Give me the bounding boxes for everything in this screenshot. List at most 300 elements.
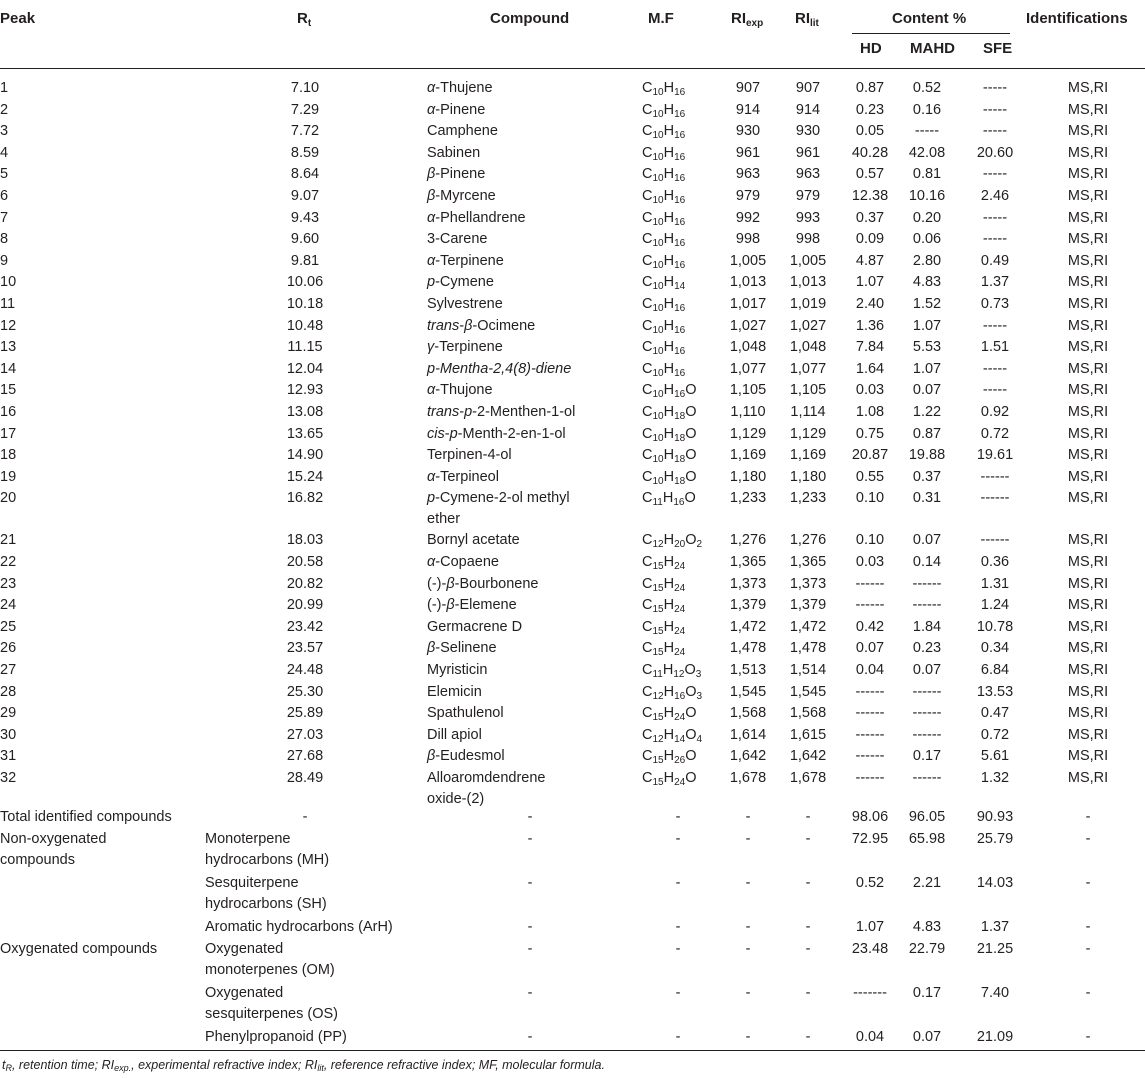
peak-number: 8	[0, 231, 9, 248]
peak-number: 12	[0, 317, 17, 334]
ri-lit: 1,013	[789, 274, 827, 291]
ri-lit: 1,180	[789, 468, 827, 485]
content-hd: ------	[855, 575, 885, 592]
content-hd: 1.07	[855, 274, 885, 291]
ri-lit: 963	[795, 166, 821, 183]
identification: MS,RI	[1067, 425, 1109, 442]
content-sfe: 0.92	[980, 404, 1010, 420]
peak-number: 30	[0, 726, 17, 743]
summary-compound: -	[527, 985, 533, 1001]
content-hd: 1.36	[855, 317, 885, 334]
summary-mf: -	[675, 809, 681, 825]
content-mahd: 10.16	[908, 188, 946, 204]
summary-rilit: -	[805, 831, 811, 847]
summary-mahd: 0.07	[912, 1029, 942, 1045]
content-sfe: 13.53	[976, 683, 1014, 700]
content-sfe: 0.72	[980, 425, 1010, 442]
summary-rilit: -	[805, 985, 811, 1001]
retention-time: 8.64	[290, 166, 320, 183]
identification: MS,RI	[1067, 490, 1109, 507]
footnote-tr: $t_R$	[2, 1058, 12, 1073]
content-mahd: 1.07	[912, 360, 942, 377]
content-hd: ------	[855, 683, 885, 700]
content-mahd: 0.23	[912, 640, 942, 657]
content-hd: 0.03	[855, 382, 885, 399]
summary-mahd: 0.17	[912, 985, 942, 1001]
summary-hd: -------	[853, 985, 887, 1001]
header-peak: Peak	[0, 10, 36, 27]
molecular-formula: $C_{10}H_{16}$	[642, 80, 686, 98]
molecular-formula: $C_{10}H_{18}O$	[642, 447, 697, 466]
content-hd: 0.10	[855, 532, 885, 549]
identification: MS,RI	[1067, 640, 1109, 657]
content-sfe: -----	[982, 317, 1008, 334]
summary-id: -	[1085, 875, 1091, 891]
identification: MS,RI	[1067, 231, 1109, 248]
content-mahd: 0.52	[912, 80, 942, 96]
ri-lit: 1,615	[789, 726, 827, 743]
ri-lit: 1,276	[789, 532, 827, 549]
identification: MS,RI	[1067, 468, 1109, 485]
content-sfe: -----	[982, 166, 1008, 183]
summary-mahd: 96.05	[908, 809, 946, 825]
summary-id: -	[1085, 831, 1091, 847]
compound-name: p-Cymene	[427, 274, 494, 291]
molecular-formula: $C_{10}H_{18}O$	[642, 404, 697, 422]
content-hd: 0.87	[855, 80, 885, 96]
summary-riexp: -	[745, 941, 751, 957]
retention-time: 23.57	[286, 640, 324, 657]
peak-number: 18	[0, 447, 17, 464]
identification: MS,RI	[1067, 360, 1109, 377]
summary-hd: 0.52	[855, 875, 885, 891]
ri-exp: 1,545	[729, 683, 767, 700]
ri-exp: 907	[735, 80, 761, 96]
content-sfe: 2.46	[980, 188, 1010, 204]
identification: MS,RI	[1067, 252, 1109, 269]
compound-name: α-Terpineol	[427, 468, 499, 485]
summary-sfe: 14.03	[976, 875, 1014, 891]
summary-riexp: -	[745, 985, 751, 1001]
peak-number: 5	[0, 166, 9, 183]
ri-lit: 1,373	[789, 575, 827, 592]
peak-number: 31	[0, 748, 17, 765]
summary-mahd: 65.98	[908, 831, 946, 847]
content-sfe: 1.32	[980, 770, 1010, 786]
ri-lit: 1,114	[790, 404, 826, 420]
summary-mf: -	[675, 985, 681, 1001]
summary-rilit: -	[805, 809, 811, 825]
summary-hd: 0.04	[855, 1029, 885, 1045]
molecular-formula: $C_{12}H_{20}O_2$	[642, 532, 703, 551]
ri-exp: 1,013	[729, 274, 767, 291]
molecular-formula: $C_{12}H_{14}O_4$	[642, 726, 703, 745]
content-sfe: -----	[982, 209, 1008, 226]
content-hd: 0.09	[855, 231, 885, 248]
summary-mahd: 22.79	[908, 941, 946, 957]
compound-name: β-Selinene	[427, 640, 497, 657]
peak-number: 19	[0, 468, 17, 485]
compound-name-cont: ether	[427, 511, 461, 528]
summary-riexp: -	[745, 831, 751, 847]
molecular-formula: $C_{10}H_{16}$	[642, 339, 686, 358]
identification: MS,RI	[1067, 575, 1109, 592]
summary-compound: -	[527, 809, 533, 825]
content-mahd: 0.20	[912, 209, 942, 226]
peak-number: 1	[0, 80, 9, 96]
compound-name: α-Terpinene	[427, 252, 504, 269]
content-hd: 0.42	[855, 618, 885, 635]
content-mahd: 0.16	[912, 101, 942, 118]
compound-name: (-)-β-Elemene	[427, 597, 517, 614]
molecular-formula: $C_{10}H_{16}$	[642, 166, 686, 185]
content-sfe: 1.31	[980, 575, 1010, 592]
summary-sfe: 21.25	[976, 941, 1014, 957]
ri-exp: 1,180	[729, 468, 767, 485]
retention-time: 9.43	[290, 209, 320, 226]
summary-id: -	[1085, 985, 1091, 1001]
content-mahd: ------	[912, 726, 942, 743]
retention-time: 27.03	[286, 726, 324, 743]
summary-mf: -	[675, 1029, 681, 1045]
peak-number: 6	[0, 188, 9, 204]
content-mahd: 5.53	[912, 339, 942, 356]
content-sfe: 0.47	[980, 705, 1010, 722]
summary-subgroup-cont: hydrocarbons (MH)	[205, 852, 330, 868]
peak-number: 14	[0, 360, 17, 377]
header-hd: HD	[860, 40, 882, 57]
retention-time: 18.03	[286, 532, 324, 549]
content-sfe: 1.24	[980, 597, 1010, 614]
ri-lit: 1,642	[789, 748, 827, 765]
ri-exp: 1,513	[729, 662, 767, 678]
summary-riexp: -	[745, 1029, 751, 1045]
identification: MS,RI	[1067, 726, 1109, 743]
peak-number: 32	[0, 770, 17, 786]
peak-number: 3	[0, 123, 9, 140]
summary-subgroup: Phenylpropanoid (PP)	[205, 1029, 347, 1045]
ri-exp: 1,105	[729, 382, 767, 399]
peak-number: 27	[0, 662, 17, 678]
content-mahd: ------	[912, 597, 942, 614]
identification: MS,RI	[1067, 274, 1109, 291]
compound-name: β-Pinene	[427, 166, 486, 183]
ri-exp: 998	[735, 231, 761, 248]
content-mahd: 0.87	[912, 425, 942, 442]
content-mahd: 0.07	[912, 382, 942, 399]
content-sfe: -----	[982, 360, 1008, 377]
content-hd: 0.05	[855, 123, 885, 140]
content-sfe: 0.49	[980, 252, 1010, 269]
content-mahd: 0.07	[912, 532, 942, 549]
header-compound: Compound	[490, 10, 570, 27]
content-hd: 0.10	[855, 490, 885, 507]
identification: MS,RI	[1067, 554, 1109, 570]
summary-rilit: -	[805, 941, 811, 957]
summary-label: Total identified compounds	[0, 809, 172, 825]
ri-exp: 992	[735, 209, 761, 226]
ri-lit: 1,105	[789, 382, 827, 399]
content-mahd: 1.22	[912, 404, 942, 420]
molecular-formula: $C_{10}H_{16}$	[642, 360, 686, 379]
content-hd: 0.37	[855, 209, 885, 226]
ri-lit: 1,472	[789, 618, 827, 635]
content-mahd: ------	[912, 705, 942, 722]
summary-sfe: 21.09	[976, 1029, 1014, 1045]
ri-lit: 979	[795, 188, 821, 204]
content-hd: ------	[855, 705, 885, 722]
content-sfe: 0.36	[980, 554, 1010, 570]
peak-number: 24	[0, 597, 17, 614]
compound-name: cis-p-Menth-2-en-1-ol	[427, 425, 566, 442]
identification: MS,RI	[1067, 683, 1109, 700]
content-mahd: 4.83	[912, 274, 942, 291]
molecular-formula: $C_{10}H_{16}$	[642, 209, 686, 228]
peak-number: 7	[0, 209, 9, 226]
peak-number: 2	[0, 101, 9, 118]
summary-rilit: -	[805, 875, 811, 891]
ri-lit: 961	[795, 144, 821, 161]
compound-name: α-Phellandrene	[427, 209, 526, 226]
content-hd: 0.04	[855, 662, 885, 678]
content-sfe: 0.73	[980, 296, 1010, 312]
content-mahd: -----	[914, 123, 940, 140]
retention-time: 20.82	[286, 575, 324, 592]
content-sfe: 6.84	[980, 662, 1010, 678]
summary-sfe: 25.79	[976, 831, 1014, 847]
content-hd: 40.28	[851, 144, 889, 161]
ri-exp: 1,472	[729, 618, 767, 635]
header-riexp: $RI_{exp}$	[731, 10, 764, 29]
ri-lit: 1,545	[789, 683, 827, 700]
compound-name-cont: oxide-(2)	[427, 791, 485, 807]
summary-subgroup: Sesquiterpene	[205, 875, 299, 891]
ri-exp: 1,365	[729, 554, 767, 570]
identification: MS,RI	[1067, 80, 1109, 96]
summary-id: -	[1085, 941, 1091, 957]
header-sfe: SFE	[983, 40, 1013, 57]
peak-number: 23	[0, 575, 17, 592]
ri-lit: 1,233	[789, 490, 827, 507]
peak-number: 28	[0, 683, 17, 700]
ri-exp: 1,373	[729, 575, 767, 592]
molecular-formula: $C_{15}H_{24}$	[642, 618, 686, 637]
retention-time: 20.58	[286, 554, 324, 570]
molecular-formula: $C_{10}H_{14}$	[642, 274, 686, 293]
ri-exp: 1,169	[729, 447, 767, 464]
content-hd: 7.84	[855, 339, 885, 356]
ri-exp: 1,276	[729, 532, 767, 549]
molecular-formula: $C_{15}H_{24}$	[642, 597, 686, 616]
peak-number: 22	[0, 554, 17, 570]
summary-rilit: -	[805, 919, 811, 935]
content-sfe: 0.34	[980, 640, 1010, 657]
content-hd: 12.38	[851, 188, 889, 204]
compound-name: Dill apiol	[427, 726, 482, 743]
content-sfe: 0.72	[980, 726, 1010, 743]
summary-id: -	[1085, 1029, 1091, 1045]
peak-number: 15	[0, 382, 17, 399]
retention-time: 24.48	[286, 662, 324, 678]
header-content: Content %	[892, 10, 967, 27]
retention-time: 9.07	[290, 188, 320, 204]
content-hd: ------	[855, 748, 885, 765]
ri-lit: 1,365	[789, 554, 827, 570]
summary-compound: -	[527, 875, 533, 891]
identification: MS,RI	[1067, 296, 1109, 312]
ri-lit: 1,077	[789, 360, 827, 377]
ri-exp: 1,233	[729, 490, 767, 507]
retention-time: 28.49	[286, 770, 324, 786]
content-hd: 0.03	[855, 554, 885, 570]
retention-time: 12.93	[286, 382, 324, 399]
ri-lit: 993	[795, 209, 821, 226]
ri-lit: 1,129	[789, 425, 827, 442]
content-sfe: 20.60	[976, 144, 1014, 161]
retention-time: 13.65	[286, 425, 324, 442]
compound-name: p-Cymene-2-ol methyl	[427, 490, 570, 507]
molecular-formula: $C_{15}H_{24}$	[642, 554, 686, 572]
identification: MS,RI	[1067, 339, 1109, 356]
molecular-formula: $C_{12}H_{16}O_3$	[642, 683, 703, 702]
ri-lit: 1,169	[789, 447, 827, 464]
compound-name: Sylvestrene	[427, 296, 503, 312]
molecular-formula: $C_{10}H_{16}$	[642, 296, 686, 314]
identification: MS,RI	[1067, 618, 1109, 635]
ri-lit: 1,048	[789, 339, 827, 356]
peak-number: 25	[0, 618, 17, 635]
compound-name: Sabinen	[427, 144, 481, 161]
summary-mf: -	[675, 919, 681, 935]
identification: MS,RI	[1067, 209, 1109, 226]
retention-time: 15.24	[286, 468, 324, 485]
summary-hd: 23.48	[851, 941, 889, 957]
content-mahd: 1.84	[912, 618, 942, 635]
ri-exp: 979	[735, 188, 761, 204]
content-sfe: -----	[982, 123, 1008, 140]
ri-exp: 1,005	[729, 252, 767, 269]
content-sfe: 5.61	[980, 748, 1010, 765]
content-hd: 4.87	[855, 252, 885, 269]
summary-label-cont: compounds	[0, 852, 75, 868]
content-hd: ------	[855, 770, 885, 786]
identification: MS,RI	[1067, 705, 1109, 722]
summary-label: Oxygenated compounds	[0, 941, 158, 957]
ri-lit: 1,379	[789, 597, 827, 614]
identification: MS,RI	[1067, 166, 1109, 183]
header-rule	[0, 68, 1145, 69]
content-mahd: ------	[912, 770, 942, 786]
peak-number: 13	[0, 339, 17, 356]
identification: MS,RI	[1067, 317, 1109, 334]
retention-time: 10.48	[286, 317, 324, 334]
molecular-formula: $C_{10}H_{18}O$	[642, 468, 697, 487]
content-hd: 1.64	[855, 360, 885, 377]
content-mahd: 0.07	[912, 662, 942, 678]
content-mahd: 0.81	[912, 166, 942, 183]
molecular-formula: $C_{11}H_{12}O_3$	[642, 662, 702, 680]
peak-number: 9	[0, 252, 9, 269]
content-mahd: 0.37	[912, 468, 942, 485]
content-mahd: 19.88	[908, 447, 946, 464]
identification: MS,RI	[1067, 532, 1109, 549]
compound-name: 3-Carene	[427, 231, 488, 248]
content-sfe: ------	[980, 532, 1010, 549]
retention-time: 7.10	[290, 80, 320, 96]
summary-sfe: 90.93	[976, 809, 1014, 825]
header-rilit: $RI_{lit}$	[795, 10, 819, 29]
peak-number: 16	[0, 404, 17, 420]
summary-rt: -	[302, 809, 308, 825]
compound-name: trans-p-2-Menthen-1-ol	[427, 404, 576, 420]
content-hd: 0.55	[855, 468, 885, 485]
summary-mf: -	[675, 831, 681, 847]
retention-time: 7.29	[290, 101, 320, 118]
summary-subgroup-cont: sesquiterpenes (OS)	[205, 1006, 338, 1022]
content-mahd: ------	[912, 683, 942, 700]
ri-lit: 1,514	[789, 662, 827, 678]
molecular-formula: $C_{10}H_{16}$	[642, 144, 686, 163]
identification: MS,RI	[1067, 748, 1109, 765]
identification: MS,RI	[1067, 101, 1109, 118]
compound-name: Spathulenol	[427, 705, 504, 722]
summary-sfe: 1.37	[980, 919, 1010, 935]
compound-name: trans-β-Ocimene	[427, 317, 536, 334]
retention-time: 25.89	[286, 705, 324, 722]
molecular-formula: $C_{10}H_{16}$	[642, 188, 686, 206]
ri-lit: 914	[795, 101, 821, 118]
content-mahd: 1.07	[912, 317, 942, 334]
content-mahd: 0.31	[912, 490, 942, 507]
peak-number: 21	[0, 532, 17, 549]
ri-lit: 907	[795, 80, 821, 96]
compound-name: γ-Terpinene	[427, 339, 503, 356]
compound-name: (-)-β-Bourbonene	[427, 575, 539, 592]
summary-mahd: 4.83	[912, 919, 942, 935]
ri-exp: 1,048	[729, 339, 767, 356]
content-mahd: 0.17	[912, 748, 942, 765]
summary-subgroup-cont: monoterpenes (OM)	[205, 962, 335, 978]
retention-time: 12.04	[286, 360, 324, 377]
molecular-formula: $C_{15}H_{26}O$	[642, 748, 697, 767]
identification: MS,RI	[1067, 662, 1109, 678]
content-hd: 0.75	[855, 425, 885, 442]
identification: MS,RI	[1067, 382, 1109, 399]
content-sfe: -----	[982, 231, 1008, 248]
content-sfe: 19.61	[976, 447, 1014, 464]
retention-time: 16.82	[286, 490, 324, 507]
identification: MS,RI	[1067, 123, 1109, 140]
ri-lit: 1,678	[789, 770, 827, 786]
molecular-formula: $C_{15}H_{24}$	[642, 640, 686, 659]
summary-rilit: -	[805, 1029, 811, 1045]
retention-time: 9.60	[290, 231, 320, 248]
compound-name: Camphene	[427, 123, 498, 140]
ri-exp: 1,568	[729, 705, 767, 722]
ri-exp: 1,379	[729, 597, 767, 614]
peak-number: 17	[0, 425, 17, 442]
retention-time: 11.15	[287, 339, 323, 356]
summary-label: Non-oxygenated	[0, 831, 107, 847]
compound-name: Germacrene D	[427, 618, 523, 635]
molecular-formula: $C_{10}H_{16}$	[642, 317, 686, 336]
ri-exp: 930	[735, 123, 761, 140]
compound-name: β-Myrcene	[427, 188, 496, 204]
summary-id: -	[1085, 919, 1091, 935]
ri-exp: 1,077	[729, 360, 767, 377]
ri-exp: 1,642	[729, 748, 767, 765]
compound-name: β-Eudesmol	[427, 748, 505, 765]
